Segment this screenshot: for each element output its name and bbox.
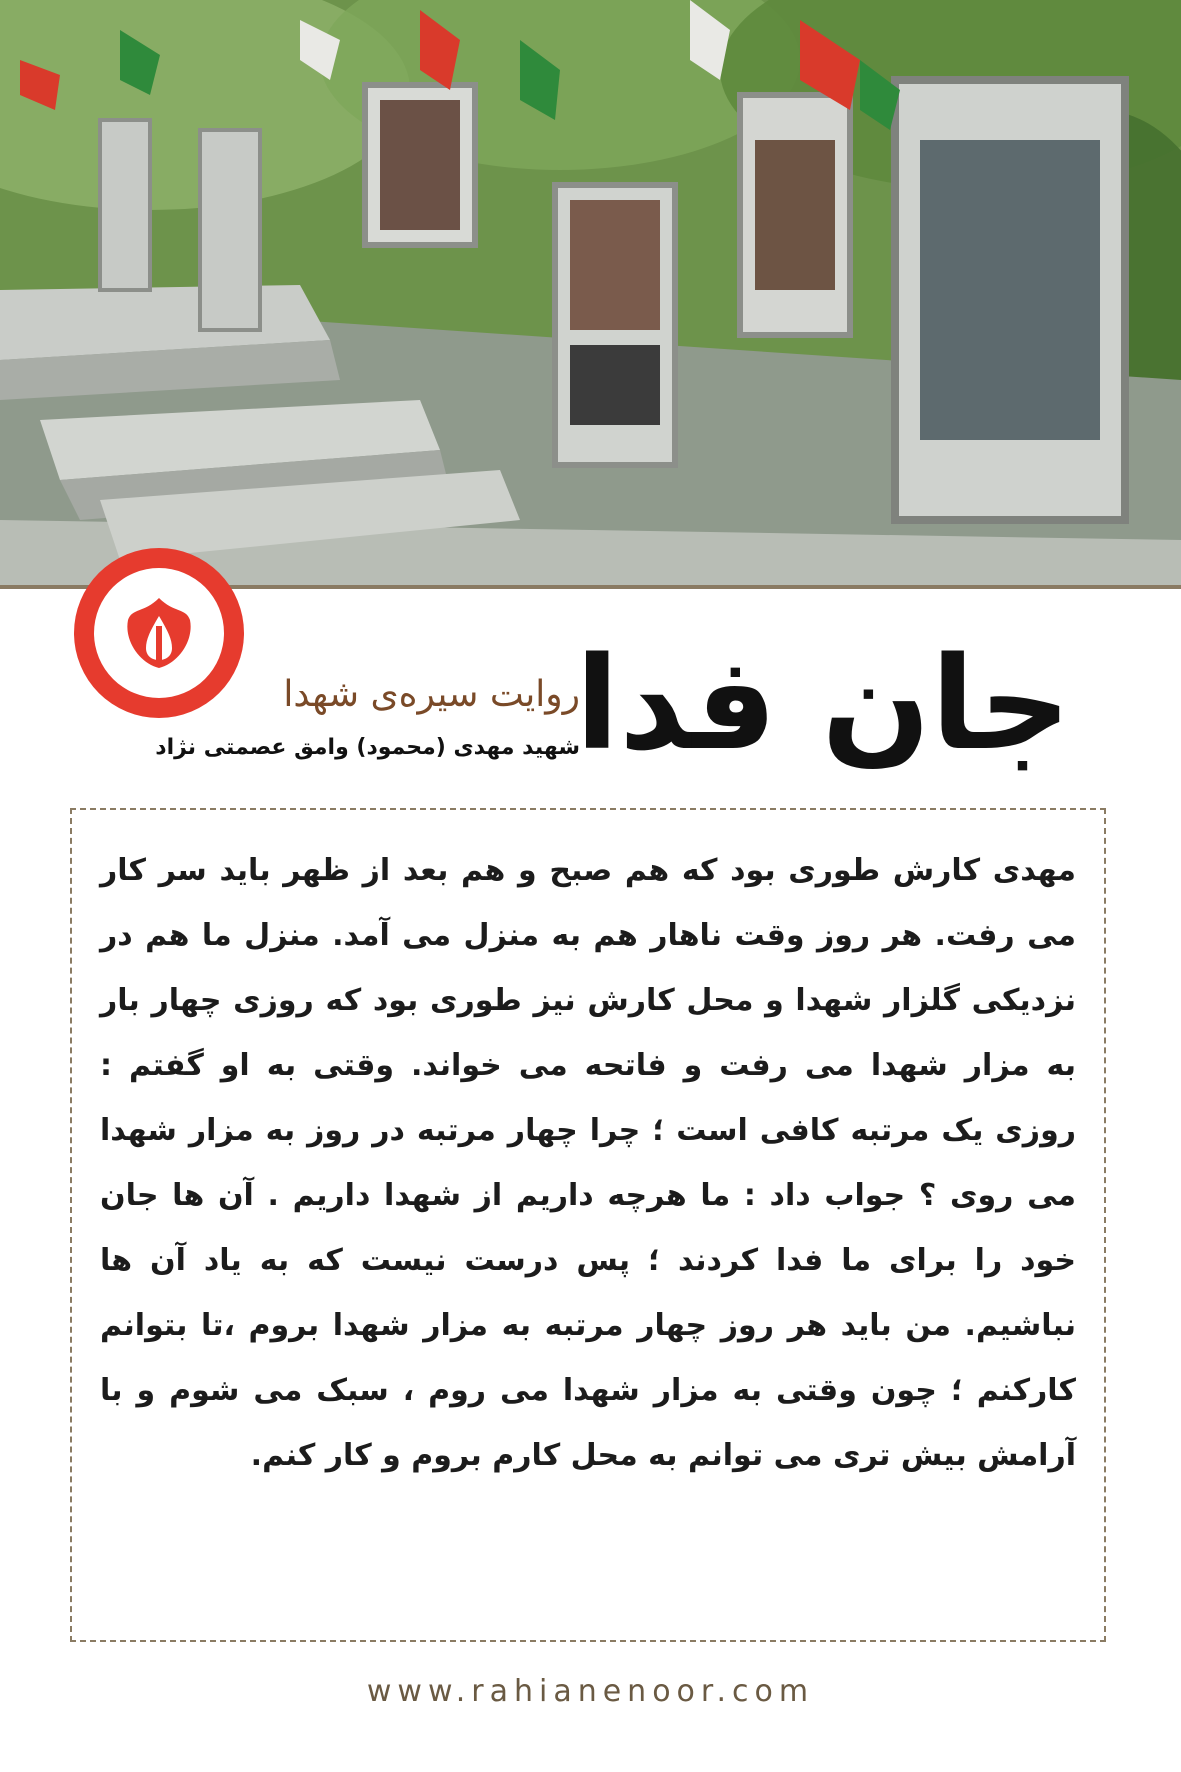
series-subtitle: روایت سیره‌ی شهدا [283, 674, 580, 715]
cemetery-photo [0, 0, 1181, 585]
martyr-name: شهید مهدی (محمود) وامق عصمتی نژاد [155, 735, 580, 760]
tulip-logo-icon [74, 548, 244, 718]
story-text: مهدی کارش طوری بود که هم صبح و هم بعد از ظهر باید سر کار می رفت. هر روز وقت ناهار هم به منزل می آمد. منزل ما هم در نزدیکی گلزار شهدا و محل کارش نیز طوری بود که روزی چهار بار به مزار شهدا می رفت و فاتحه می خواند. وقتی به او گفتم : روزی یک مرتبه کافی است ؛ چرا چهار مرتبه در روز به مزار شهدا می روی ؟ جواب داد : ما هرچه داریم از شهدا داریم . آن ها جان خود را برای ما فدا کردند ؛ پس درست نیست که به یاد آن ها نباشیم. من باید هر روز چهار مرتبه به مزار شهدا بروم ،تا بتوانم کارکنم ؛ چون وقتی به مزار شهدا می روم ، سبک می شوم و با آرامش بیش تری می توانم به محل کارم بروم و کار کنم. [100, 853, 1076, 1473]
story-box [70, 808, 1106, 1642]
page-title: جان فدا [575, 630, 1071, 779]
website-link[interactable]: www.rahianenoor.com [366, 1674, 815, 1709]
